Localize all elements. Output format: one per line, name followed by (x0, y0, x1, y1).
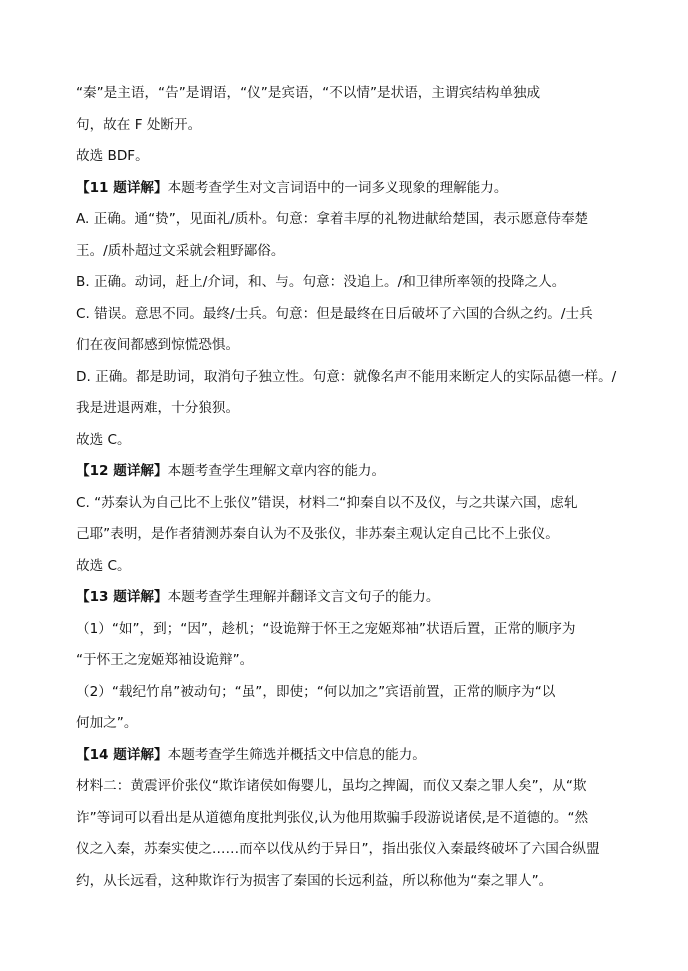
text-line: 们在夜间都感到惊慌恐惧。 (76, 337, 240, 353)
text-line: “秦”是主语，“告”是谓语，“仪”是宾语，“不以情”是状语，主谓宾结构单独成 (76, 85, 541, 101)
text-line: B. 正确。动词，赶上/介词，和、与。句意：没追上。/和卫律所率领的投降之人。 (76, 274, 566, 290)
section-intro: 本题考查学生理解并翻译文言文句子的能力。 (167, 589, 440, 605)
text-line: （1）“如”，到；“因”，趁机；“设诡辩于怀王之宠姬郑袖”状语后置，正常的顺序为 (76, 620, 576, 637)
text-line: （2）“载纪竹帛”被动句；“虽”，即使；“何以加之”宾语前置，正常的顺序为“以 (76, 683, 556, 700)
text-line: A. 正确。通“贽”，见面礼/质朴。句意：拿着丰厚的礼物进献给楚国，表示愿意侍奉楚 (76, 211, 589, 227)
text-line: C. 错误。意思不同。最终/士兵。句意：但是最终在日后破坏了六国的合纵之约。/士兵 (76, 305, 593, 322)
section-heading: 【12 题详解】 (76, 463, 168, 479)
section-intro: 本题考查学生理解文章内容的能力。 (167, 463, 386, 479)
section-intro: 本题考查学生对文言词语中的一词多义现象的理解能力。 (167, 179, 508, 196)
text-line: 句，故在 F 处断开。 (76, 116, 202, 133)
text-line: 仪之入秦，苏秦实使之……而卒以伐从约于异日”，指出张仪入秦最终破坏了六国合纵盟 (76, 841, 600, 857)
section-heading: 【14 题详解】 (76, 746, 168, 763)
text-line: 诈”等词可以看出是从道德角度批判张仪,认为他用欺骗手段游说诸侯,是不道德的。“然 (76, 809, 589, 826)
text-line: 己耶”表明，是作者猜测苏秦自认为不及张仪，非苏秦主观认定自己比不上张仪。 (76, 526, 559, 542)
section-13 (76, 582, 632, 614)
text-line: 王。/质朴超过文采就会粗野鄙俗。 (76, 242, 285, 259)
section-12 (76, 456, 632, 488)
text-line: 故选 BDF。 (76, 148, 149, 164)
section-heading: 【11 题详解】 (76, 179, 168, 196)
text-line: 故选 C。 (76, 431, 131, 448)
document-body (76, 78, 632, 897)
section-14 (76, 740, 632, 772)
section-intro: 本题考查学生筛选并概括文中信息的能力。 (167, 746, 426, 763)
text-line: 何加之”。 (76, 715, 138, 731)
text-line: 故选 C。 (76, 557, 131, 574)
section-heading: 【13 题详解】 (76, 589, 168, 605)
text-line: 材料二：黄震评价张仪“欺诈诸侯如侮婴儿，虽均之捭阖，而仪又秦之罪人矣”，从“欺 (76, 778, 587, 794)
text-line: 约，从长远看，这种欺诈行为损害了秦国的长远利益，所以称他为“秦之罪人”。 (76, 872, 553, 889)
text-line: “于怀王之宠姬郑袖设诡辩”。 (76, 652, 254, 668)
text-line: 我是进退两难，十分狼狈。 (76, 400, 240, 416)
section-11 (76, 173, 632, 205)
text-line: C. “苏秦认为自己比不上张仪”错误，材料二“抑秦自以不及仪，与之共谋六国，虑轧 (76, 494, 578, 511)
text-line: D. 正确。都是助词，取消句子独立性。句意：就像名声不能用来断定人的实际品德一样。/ (76, 368, 617, 385)
